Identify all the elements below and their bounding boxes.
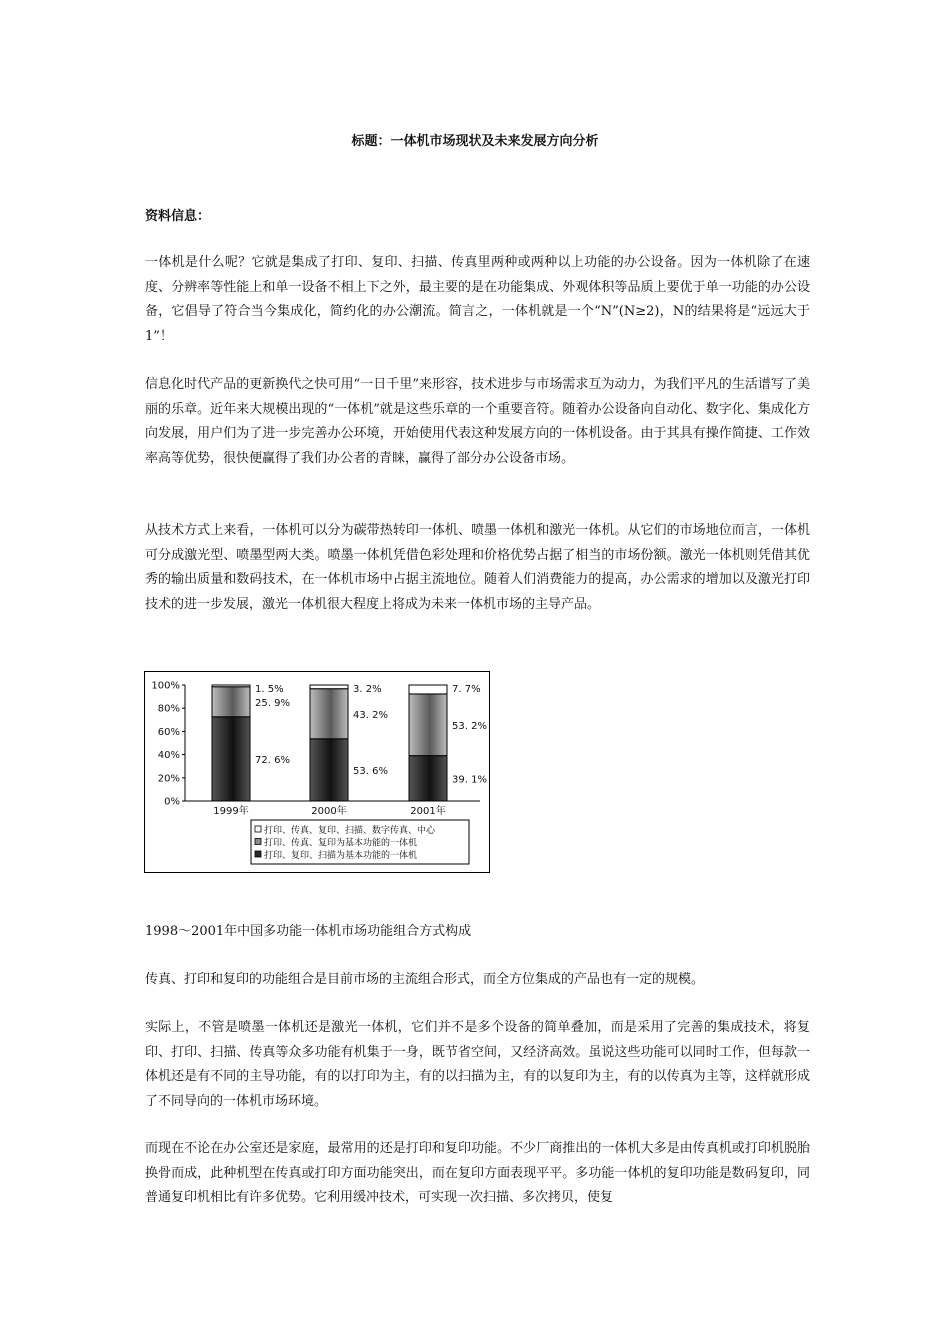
stacked-bar-chart bbox=[145, 672, 491, 874]
paragraph-integration: 实际上，不管是喷墨一体机还是激光一体机，它们并不是多个设备的简单叠加，而是采用了完善的集成技术，将复印、打印、扫描、传真等众多功能有机集于一身，既节省空间，又经济高效。虽说这些功能可以同时工作，但每款一体机还是有不同的主导功能，有的以打印为主，有的以扫描为主，有的以复印为主，有的以传真为主等，这样就形成了不同导向的一体机市场环境。 bbox=[145, 1020, 810, 1109]
y-tick-label: 100% bbox=[151, 680, 180, 692]
legend-swatch bbox=[255, 851, 261, 857]
bar-segment bbox=[409, 756, 447, 801]
legend-label: 打印、传真、复印为基本功能的一体机 bbox=[264, 838, 418, 849]
y-tick-label: 40% bbox=[157, 750, 180, 762]
data-label: 72. 6% bbox=[255, 754, 290, 766]
data-label: 7. 7% bbox=[452, 684, 481, 695]
paragraph-usage: 而现在不论在办公室还是家庭，最常用的还是打印和复印功能。不少厂商推出的一体机大多是由传真机或打印机脱胎换骨而成，此种机型在传真或打印方面功能突出，而在复印方面表现平平。多功能一体机的复印功能是数码复印，同普通复印机相比有许多优势。它利用缓冲技术，可实现一次扫描、多次拷贝，使复 bbox=[145, 1141, 810, 1205]
x-tick-label: 2000年 bbox=[311, 806, 347, 817]
data-label: 43. 2% bbox=[353, 709, 388, 721]
bar-segment bbox=[310, 685, 348, 689]
paragraph-technology: 从技术方式上来看，一体机可以分为碳带热转印一体机、喷墨一体机和激光一体机。从它们的市场地位而言，一体机可分成激光型、喷墨型两大类。喷墨一体机凭借色彩处理和价格优势占据了相当的市场份额。激光一体机则凭借其优秀的输出质量和数码技术，在一体机市场中占据主流地位。随着人们消费能力的提高，办公需求的增加以及激光打印技术的进一步发展，激光一体机很大程度上将成为未来一体机市场的主导产品。 bbox=[145, 523, 810, 612]
x-tick-label: 1999年 bbox=[213, 806, 249, 817]
bar-segment bbox=[310, 739, 348, 801]
y-tick-label: 0% bbox=[164, 796, 180, 808]
bar-segment bbox=[212, 687, 250, 717]
paragraph-combination: 传真、打印和复印的功能组合是目前市场的主流组合形式，而全方位集成的产品也有一定的规模。 bbox=[145, 972, 705, 987]
data-label: 39. 1% bbox=[452, 774, 487, 786]
bar-segment bbox=[212, 717, 250, 801]
x-tick-label: 2001年 bbox=[410, 806, 446, 817]
chart-caption: 1998～2001年中国多功能一体机市场功能组合方式构成 bbox=[145, 924, 472, 939]
data-label: 53. 6% bbox=[353, 765, 388, 777]
legend-label: 打印、复印、扫描为基本功能的一体机 bbox=[264, 851, 418, 861]
data-label: 3. 2% bbox=[353, 684, 382, 695]
section-label: 资料信息： bbox=[145, 209, 211, 224]
legend-swatch bbox=[255, 826, 261, 832]
paragraph-definition: 一体机是什么呢？它就是集成了打印、复印、扫描、传真里两种或两种以上功能的办公设备。因为一体机除了在速度、分辨率等性能上和单一设备不相上下之外，最主要的是在功能集成、外观体积等品质上要优于单一功能的办公设备，它倡导了符合当今集成化，简约化的办公潮流。简言之，一体机就是一个“N”(N≥2)，N的结果将是“远远大于1”！ bbox=[145, 255, 810, 344]
bar-segment bbox=[212, 685, 250, 687]
bar-segment bbox=[409, 694, 447, 756]
paragraph-background: 信息化时代产品的更新换代之快可用“一日千里”来形容，技术进步与市场需求互为动力，为我们平凡的生活谱写了美丽的乐章。近年来大规模出现的“一体机”就是这些乐章的一个重要音符。随着办公设备向自动化、数字化、集成化方向发展，用户们为了进一步完善办公环境，开始使用代表这种发展方向的一体机设备。由于其具有操作简捷、工作效率高等优势，很快便赢得了我们办公者的青睐，赢得了部分办公设备市场。 bbox=[145, 377, 810, 466]
data-label: 1. 5% bbox=[255, 684, 284, 695]
legend-label: 打印、传真、复印、扫描、数字传真、中心 bbox=[264, 826, 436, 836]
legend-swatch bbox=[255, 839, 261, 845]
market-chart-figure bbox=[144, 671, 490, 873]
bar-segment bbox=[310, 689, 348, 739]
document-title: 标题：一体机市场现状及未来发展方向分析 bbox=[351, 134, 599, 149]
data-label: 25. 9% bbox=[255, 697, 290, 709]
data-label: 53. 2% bbox=[452, 720, 487, 732]
y-tick-label: 80% bbox=[157, 703, 180, 715]
y-tick-label: 60% bbox=[157, 726, 180, 738]
bar-segment bbox=[409, 685, 447, 694]
y-tick-label: 20% bbox=[157, 773, 180, 785]
